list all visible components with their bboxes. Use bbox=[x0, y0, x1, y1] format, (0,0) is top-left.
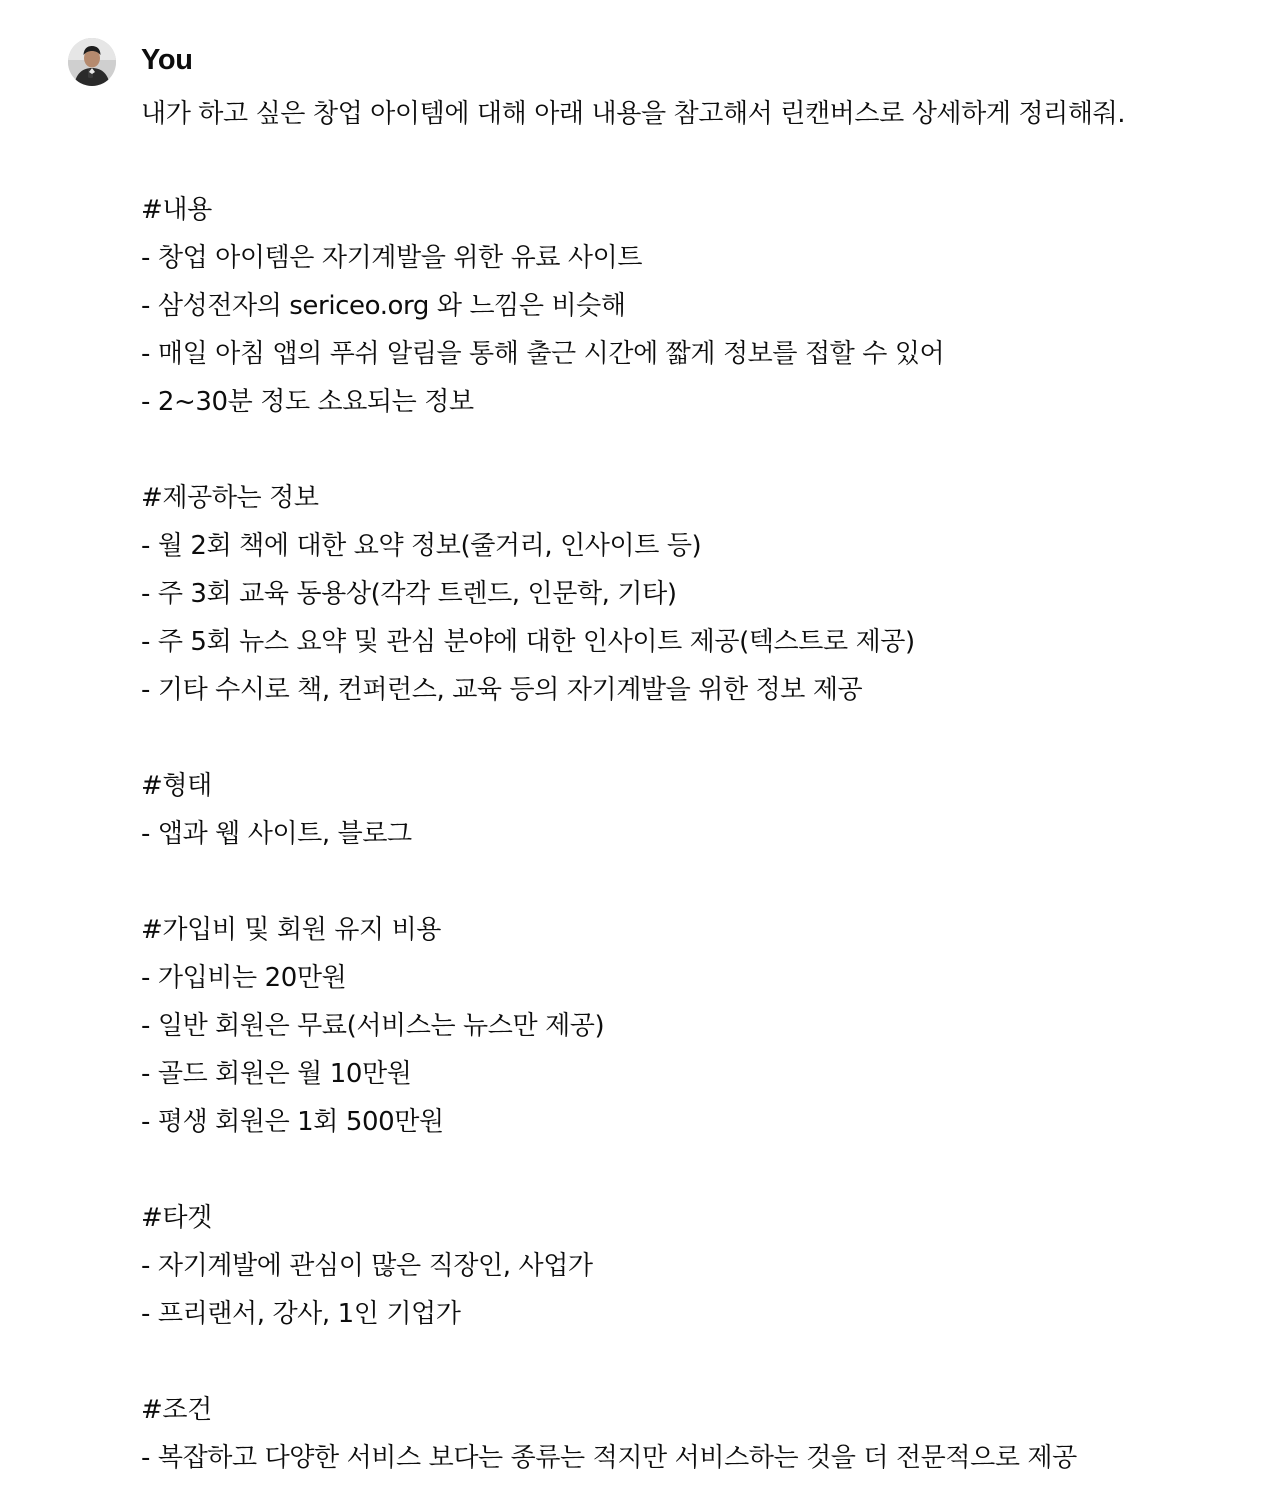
section-heading: #가입비 및 회원 유지 비용 bbox=[141, 915, 442, 945]
list-item: - 가입비는 20만원 bbox=[141, 963, 347, 993]
section-heading: #내용 bbox=[141, 195, 212, 225]
list-item: - 창업 아이템은 자기계발을 위한 유료 사이트 bbox=[141, 243, 643, 273]
list-item: - 골드 회원은 월 10만원 bbox=[141, 1059, 412, 1089]
list-item: - 자기계발에 관심이 많은 직장인, 사업가 bbox=[141, 1251, 593, 1281]
list-item: - 일반 회원은 무료(서비스는 뉴스만 제공) bbox=[141, 1011, 605, 1041]
author-name: You bbox=[141, 44, 193, 76]
list-item: - 월 2회 책에 대한 요약 정보(줄거리, 인사이트 등) bbox=[141, 531, 702, 561]
list-item: - 삼성전자의 sericeo.org 와 느낌은 비슷해 bbox=[141, 291, 626, 321]
section-heading: #조건 bbox=[141, 1395, 212, 1425]
user-photo-icon bbox=[68, 38, 116, 86]
list-item: - 주 3회 교육 동용상(각각 트렌드, 인문학, 기타) bbox=[141, 579, 677, 609]
message-text bbox=[141, 90, 1251, 1482]
list-item: - 매일 아침 앱의 푸쉬 알림을 통해 출근 시간에 짧게 정보를 접할 수 있어 bbox=[141, 339, 945, 369]
list-item: - 평생 회원은 1회 500만원 bbox=[141, 1107, 444, 1137]
section-heading: #타겟 bbox=[141, 1203, 212, 1233]
list-item: - 앱과 웹 사이트, 블로그 bbox=[141, 819, 412, 849]
list-item: - 프리랜서, 강사, 1인 기업가 bbox=[141, 1299, 461, 1329]
section-heading: #제공하는 정보 bbox=[141, 483, 319, 513]
list-item: - 주 5회 뉴스 요약 및 관심 분야에 대한 인사이트 제공(텍스트로 제공) bbox=[141, 627, 915, 657]
avatar bbox=[68, 38, 116, 86]
list-item: - 2~30분 정도 소요되는 정보 bbox=[141, 387, 474, 417]
section-heading: #형태 bbox=[141, 771, 212, 801]
list-item: - 복잡하고 다양한 서비스 보다는 종류는 적지만 서비스하는 것을 더 전문적으로 제공 bbox=[141, 1443, 1077, 1473]
list-item: - 기타 수시로 책, 컨퍼런스, 교육 등의 자기계발을 위한 정보 제공 bbox=[141, 675, 863, 705]
intro-line: 내가 하고 싶은 창업 아이템에 대해 아래 내용을 참고해서 린캔버스로 상세하게 정리해줘. bbox=[141, 99, 1126, 129]
